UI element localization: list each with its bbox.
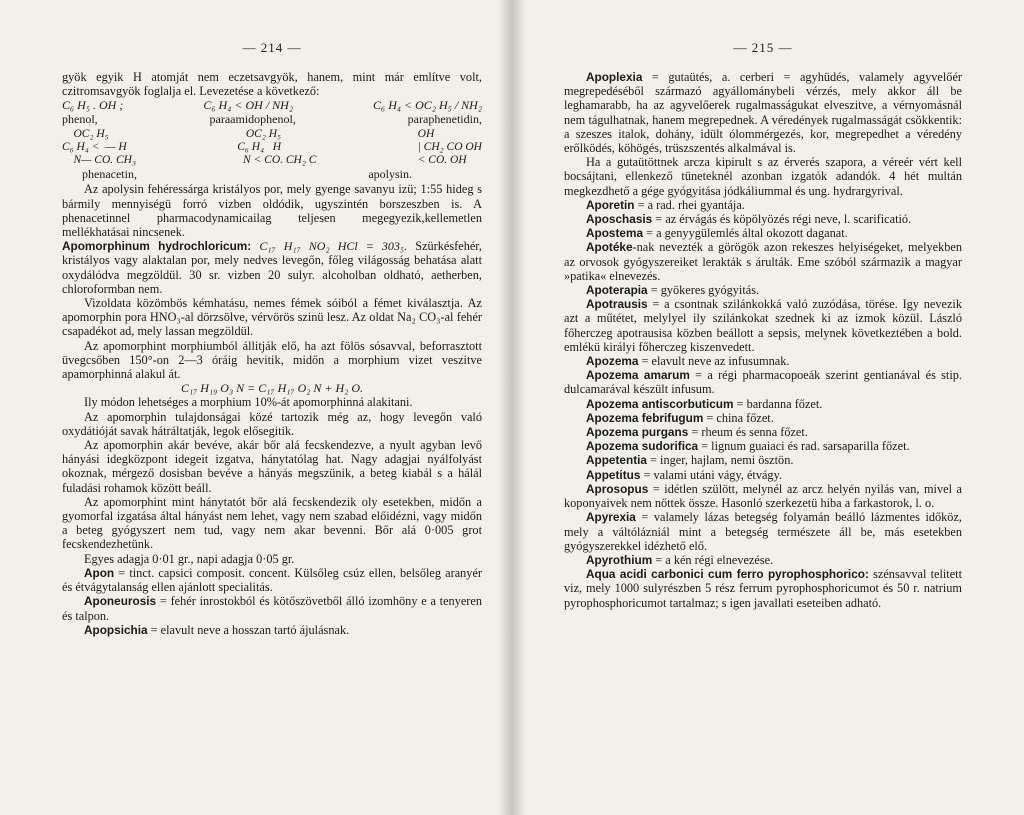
structural-formulas [62,128,482,167]
dictionary-entry [564,439,962,453]
headword: Apoplexia [586,70,643,84]
entry-text: -nak nevezték a görögök azon rekeszes helyiségeket, melyekben az orvosok gyógyszereiket lerakták s árulták. Eme szóból származik a magyar »patika« elnevezés. [564,240,962,283]
ily-paragraph: Ily módon lehetséges a morphium 10%-át apomorphinná alakitani. [84,395,413,410]
dictionary-entry [564,411,962,425]
entry-text: = idétlen szülött, melynél az arcz helyén nyilás van, mivel a koponyaivek nem nőttek össze. Hasonló szerkezetü hiba a farkastorok, l. o. [564,481,962,511]
apomorphinum-entry [62,239,482,296]
dictionary-entry [564,354,962,368]
entry-text: = az érvágás és köpölyözés régi neve, l. scarificatió. [652,212,912,227]
label-apolysin: apolysin. [368,167,412,182]
formula-row [62,98,482,112]
apopsichia-entry [62,623,482,637]
apon-entry [62,566,482,594]
adag-paragraph: Egyes adagja 0·01 gr., napi adagja 0·05 gr. [84,551,295,566]
headword: Apozema antiscorbuticum [586,396,734,411]
dictionary-entry [564,425,962,439]
entry-text: = tinct. capsici composit. concent. Külsőleg csúz ellen, belsőleg aranyér és étvágytalanság ellen ajánlott specialitás. [62,565,482,595]
entry-text: = a csontnak szilánkokká való zuzódása, törése. Igy nevezik azt a műtétet, melylyel ily szilánkokat szednek ki az izmok közül. László főherczeg apotrausisa közben beállott a sepsis, melynek következtében a bold. emlékü királyi főherczeg kiszenvedett. [564,297,962,354]
headword: Apyrexia [586,510,636,525]
headword: Apozema febrifugum [586,410,704,425]
akar-paragraph: Az apomorphin akár bevéve, akár bőr alá fecskendezve, a nyult agyban levő hányási idegközpont idegeit izgatva, hánytatólag hat. Nagy adagjai nyálfolyást okoznak, mérgező dosisban bevéve a hányás megszünik, a beteg kiabál s a hálál fuladási rohamok között beáll. [62,438,482,495]
formula-phenol: C₆ H₅ . OH ; [62,98,124,113]
page-number-left: — 214 — [242,40,302,55]
entry-text: = elavult neve az infusumnak. [638,354,790,369]
headword: Apyrothium [586,552,653,567]
headword: Aposchasis [586,212,653,227]
right-page-text [564,70,962,610]
dictionary-entry [564,397,962,411]
dictionary-entry [564,567,962,610]
dictionary-entry [564,482,962,510]
headword: Aponeurosis [84,594,157,609]
tulajdonsagai-paragraph: Az apomorphin tulajdonságai közé tartozik még az, hogy levegőn való oxydátióját savak hátráltatják, legok elősegitik. [62,409,482,438]
headword: Aprosopus [586,481,649,496]
label-paraphenetidin: paraphenetidin, [407,112,482,127]
dictionary-entry [564,453,962,467]
entry-text: = lignum guaiaci és rad. sarsaparilla főzet. [698,439,910,454]
reaction-equation: C₁₇ H₁₉ O₃ N = C₁₇ H₁₇ O₂ N + H₂ O. [180,381,364,396]
entry-text: = a kén régi elnevezése. [652,552,774,567]
headword: Apomorphinum hydrochloricum: [62,239,252,254]
headword: Apoterapia [586,283,648,298]
page-number-right: — 215 — [733,40,793,55]
struct-apolysin-a: OC₂ H₅ C₆ H₄ H N < CO. CH₂ C [237,128,317,167]
headword: Apozema amarum [586,368,690,383]
entry-text: = gutaütés, a. cerberi = agyhüdés, valamely agyvelőér megrepedéséből származó agyállománybeli vérzés, mely akkor áll be leghamarabb, ha az agyvelőerek rugalmasságukat elveszitve, a vérnyomásnál nem tágulhatnak, hanem megrepednek. A véredények rugalmasságát csökkentik: a szeszes italok, dohány, idült ólommérgezés, kor, megrepedhet a véredény erőlködés, köhögés, trüszszentés alkalmával is. [564,70,962,156]
entry-text: = valami utáni vágy, étvágy. [640,467,782,482]
dictionary-entry [564,510,962,553]
right-page [512,0,1024,815]
entry-text: = a genyygülemlés által okozott daganat. [643,226,848,241]
dictionary-entry [564,468,962,482]
label-paraamidophenol: paraamidophenol, [209,112,296,127]
headword: Apotrausis [586,297,648,312]
entry-text: = rheum és senna főzet. [688,425,808,440]
entry-text: szénsavval telitett viz, mely 1000 sulyrészben 5 rész ferrum pyrophosphoricumot és 50 r. natrium pyrophosphoricumot tartalmaz; s igen javallati eseteiben adható. [564,567,962,610]
dictionary-entry [564,553,962,567]
dictionary-entry [564,155,962,198]
dictionary-entry [564,368,962,396]
headword: Appetitus [586,467,641,482]
gutter-shadow [498,0,512,815]
label-phenol: phenol, [62,112,98,127]
dictionary-entry [564,283,962,297]
entry-text: = fehér inrostokból és kötőszövetből álló izomhöny e a tenyeren és talpon. [62,594,482,623]
entry-text: = inger, hajlam, nemi ösztön. [646,453,794,468]
entry-text: = valamely lázas betegség folyamán beálló lázmentes időköz, mely a váltólázniál mint a betegség természete áll be, más esetekben gyógyszerekkel idézhető elő. [564,510,962,553]
entry-text: Ha a gutaütöttnek arcza kipirult s az érverés szapora, a véreér vért kell bocsájtani, ellenkező tüneteknél azonban izgatók adandók. 4 hét multán megkezdhető a gége gyógyitása jódkáliummal és ung. hydrargyrival. [564,155,962,198]
dictionary-entry [564,212,962,226]
headword: Aqua acidi carbonici cum ferro pyrophosphorico: [586,567,869,582]
intro-paragraph: gyök egyik H atomját nem eczetsavgyök, hanem, mint már említve volt, czitromsavgyök foglalja el. Levezetése a következő: [62,70,482,99]
label-phenacetin: phenacetin, [82,167,137,182]
headword: Apotéke [586,240,633,255]
headword: Apozema [586,354,639,369]
entry-text: = gyökeres gyógyitás. [647,283,760,298]
struct-apolysin-b: OH | CH₂ CO OH < CO. OH [417,128,482,167]
apolysin-paragraph: Az apolysin fehéressárga kristályos por, mely gyenge savanyu izü; 1:55 hideg s bármily mennyiségü forró vizben oldódik, ugyszintén borszeszben is. A phenacetinnel pharmacodynamicailag teljesen megegyezik,kellemetlen mellékhatásai nincsenek. [62,182,482,240]
formula-paraamidophenol: C₆ H₄ < OH / NH₂ [203,98,293,113]
entry-text: = a rad. rhei gyantája. [634,197,745,212]
entry-text: = bardanna főzet. [733,396,823,411]
left-page-text [62,70,482,637]
dictionary-entry [564,297,962,354]
headword: Apopsichia [84,622,148,637]
apomorphinum-formula: C₁₇ H₁₇ NO₂ HCl = 303₅. [259,239,408,254]
headword: Appetentia [586,453,647,468]
headword: Apostema [586,226,644,241]
entry-text: = a régi pharmacopoeák szerint gentianával és stip. dulcamarával készült infusum. [564,368,962,397]
headword: Apozema purgans [586,425,689,440]
struct-phenacetin: OC₂ H₅ C₆ H₄ < — H N— CO. CH₃ [62,128,136,167]
vizoldata-paragraph: Vizoldata közömbös kémhatásu, nemes fémek sóiból a fémet kiválasztja. Az apomorphin pora HNO₃-al dörzsölve, vérvörös szinü lesz. Az oldat Na₂ CO₃-al fehér csapadékot ad, mely lassan megzöldül. [62,296,482,339]
dictionary-entry [564,226,962,240]
formula-labels [62,112,482,126]
dictionary-entry [564,240,962,283]
headword: Apozema sudorifica [586,439,699,454]
entry-text: = china főzet. [703,410,774,425]
aponeurosis-entry [62,594,482,622]
headword: Apon [84,565,115,580]
struct-labels [62,167,482,181]
apomorphinum-text: Szürkésfehér, kristályos vagy alaktalan por, mely nedves levegőn, főleg világosság behatása alatt oxydálódva megzöldül. 30 sr. vizben 20 sulyr. alcoholban oldható, aetherben, chloroformban nem. [62,239,482,296]
hanytato-paragraph: Az apomorphint mint hánytatót bőr alá fecskendezik oly esetekben, midőn a gyomorfal izgatása által hányást nem lehet, vagy nem szabad előidézni, vagy midőn a beteg gyógyszert nem tud, vagy nem akar bevenni. Bőr alá 0·005 grot fecskendezhetünk. [62,494,482,552]
entry-text: = elavult neve a hosszan tartó ájulásnak. [150,622,350,637]
formula-paraphenetidin: C₆ H₄ < OC₂ H₅ / NH₂ [373,98,482,113]
dictionary-entry [564,198,962,212]
dictionary-entry [564,70,962,155]
morphinum-paragraph: Az apomorphint morphiumból állitják elő, ha azt fölös sósavval, beforrasztott üvegcsőben 150°-on 2—3 óráig hevitik, midőn a morphium vizet veszitve apamorphinná alakul át. [62,338,482,382]
gutter-shadow [512,0,526,815]
headword: Aporetin [586,197,635,212]
